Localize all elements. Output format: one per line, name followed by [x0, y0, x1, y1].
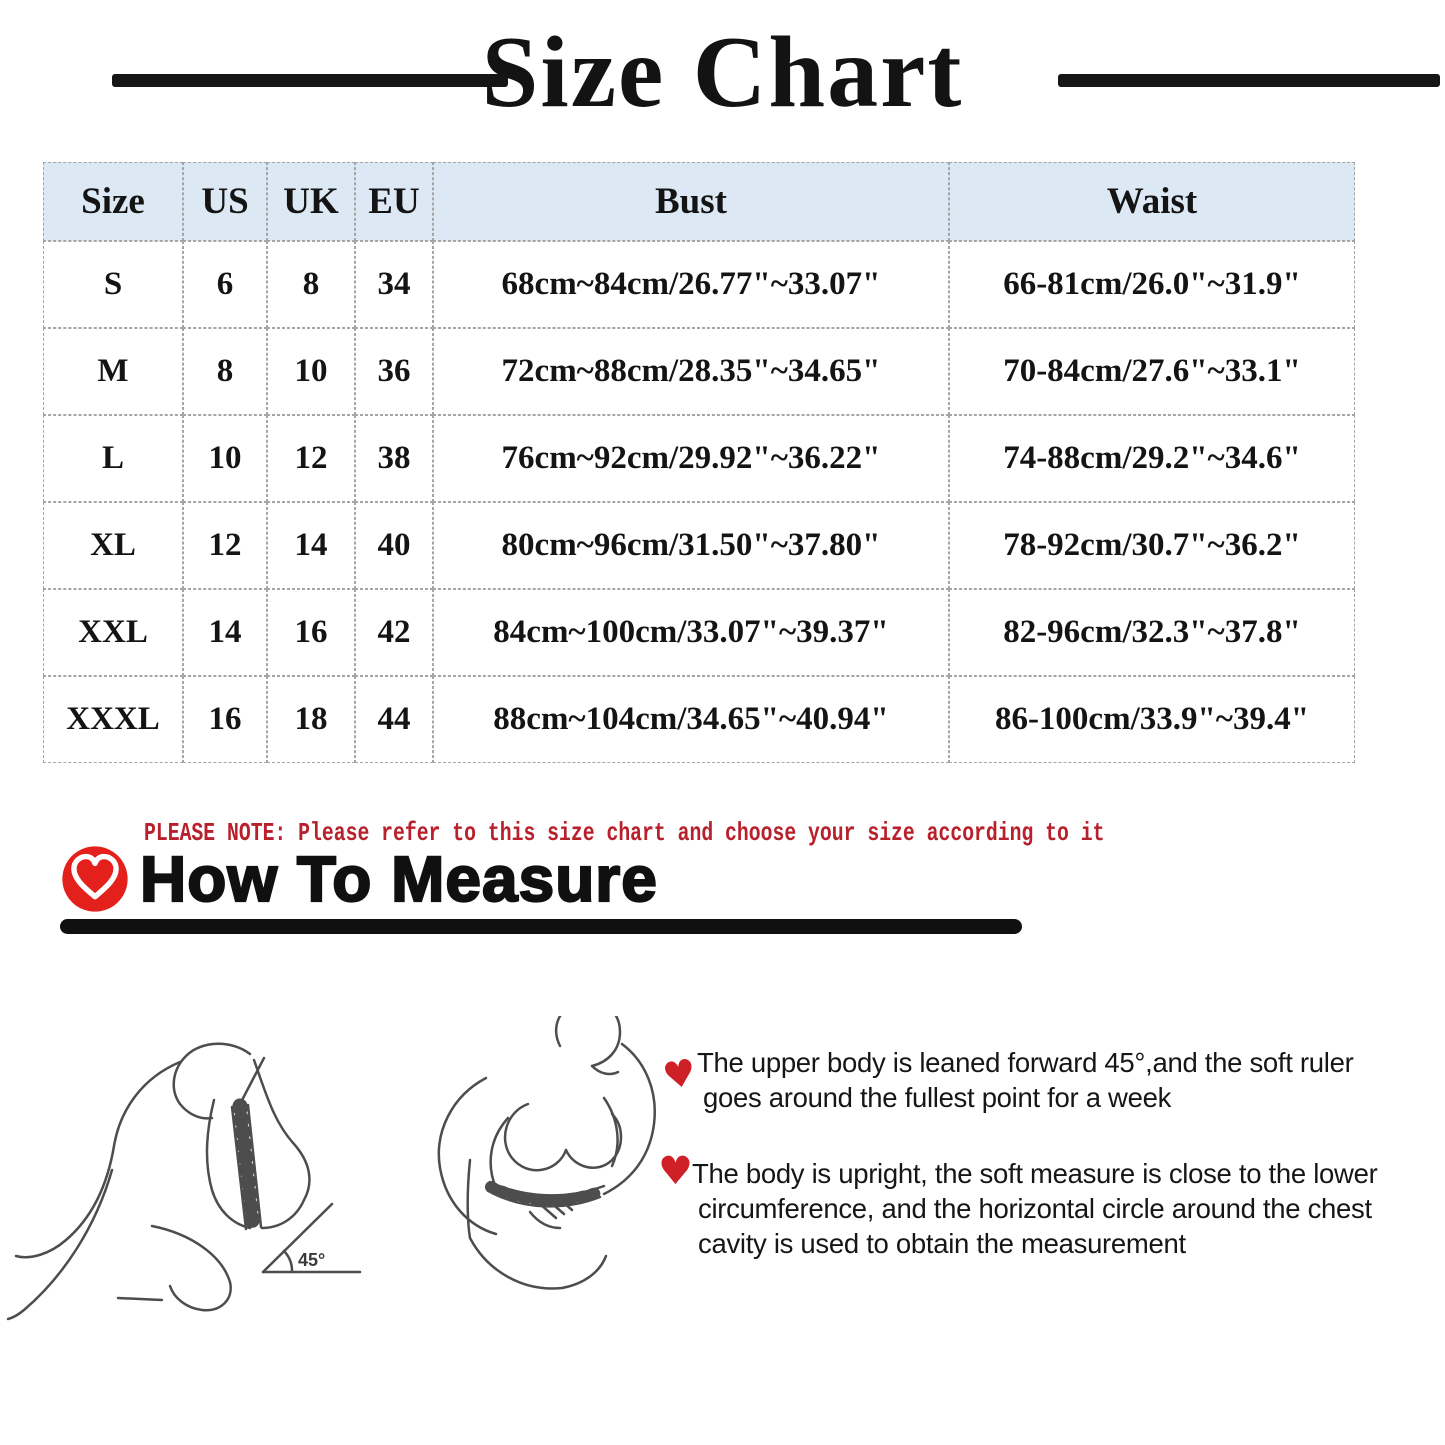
table-cell: 78-92cm/30.7"~36.2"	[949, 502, 1355, 589]
measure-bullet-2	[692, 1156, 1377, 1261]
measure-bullet-1	[697, 1045, 1353, 1115]
table-row	[43, 328, 1355, 415]
table-cell: 10	[267, 328, 355, 415]
how-to-measure-title: How To Measure	[140, 843, 658, 915]
table-cell: 68cm~84cm/26.77"~33.07"	[433, 241, 949, 328]
size-table-wrap	[43, 162, 1355, 763]
figure-lean-45-icon	[8, 1044, 309, 1319]
heart-in-circle-icon	[61, 845, 129, 913]
table-cell: 80cm~96cm/31.50"~37.80"	[433, 502, 949, 589]
column-header-waist: Waist	[949, 162, 1355, 241]
table-cell: XL	[43, 502, 183, 589]
table-cell: 76cm~92cm/29.92"~36.22"	[433, 415, 949, 502]
bullet-line: circumference, and the horizontal circle around the chest	[698, 1193, 1372, 1224]
page-title: Size Chart	[481, 16, 964, 129]
table-cell: 88cm~104cm/34.65"~40.94"	[433, 676, 949, 763]
table-cell: 36	[355, 328, 433, 415]
table-cell: 14	[183, 589, 267, 676]
column-header-us: US	[183, 162, 267, 241]
table-cell: 16	[267, 589, 355, 676]
table-cell: 38	[355, 415, 433, 502]
table-cell: 16	[183, 676, 267, 763]
measure-underline	[60, 919, 1022, 934]
table-cell: 42	[355, 589, 433, 676]
table-cell: 84cm~100cm/33.07"~39.37"	[433, 589, 949, 676]
table-row	[43, 502, 1355, 589]
table-cell: 70-84cm/27.6"~33.1"	[949, 328, 1355, 415]
table-cell: 86-100cm/33.9"~39.4"	[949, 676, 1355, 763]
heart-icon: ♥	[659, 1050, 700, 1099]
table-cell: 18	[267, 676, 355, 763]
please-note-text: PLEASE NOTE: Please refer to this size chart and choose your size according to it	[144, 818, 1105, 848]
title-rule-right	[1058, 74, 1440, 87]
column-header-eu: EU	[355, 162, 433, 241]
table-cell: 12	[183, 502, 267, 589]
table-row	[43, 589, 1355, 676]
table-cell: 66-81cm/26.0"~31.9"	[949, 241, 1355, 328]
bullet-line: The body is upright, the soft measure is close to the lower	[692, 1158, 1378, 1189]
table-cell: 34	[355, 241, 433, 328]
bullet-line: The upper body is leaned forward 45°,and the soft ruler	[697, 1047, 1354, 1078]
measure-illustration	[0, 1016, 660, 1361]
table-cell: M	[43, 328, 183, 415]
bullet-line: goes around the fullest point for a week	[703, 1082, 1172, 1113]
bullet-line: cavity is used to obtain the measurement	[698, 1228, 1186, 1259]
column-header-bust: Bust	[433, 162, 949, 241]
table-cell: 72cm~88cm/28.35"~34.65"	[433, 328, 949, 415]
table-cell: 8	[267, 241, 355, 328]
table-cell: XXXL	[43, 676, 183, 763]
header-row	[43, 162, 1355, 241]
table-row	[43, 676, 1355, 763]
table-cell: 12	[267, 415, 355, 502]
table-cell: 10	[183, 415, 267, 502]
table-cell: 6	[183, 241, 267, 328]
table-cell: L	[43, 415, 183, 502]
table-row	[43, 241, 1355, 328]
table-cell: 74-88cm/29.2"~34.6"	[949, 415, 1355, 502]
size-chart-table	[43, 162, 1355, 763]
table-cell: 40	[355, 502, 433, 589]
heart-icon: ♥	[658, 1149, 693, 1194]
figure-upright-icon	[439, 1016, 655, 1289]
column-header-uk: UK	[267, 162, 355, 241]
table-cell: XXL	[43, 589, 183, 676]
column-header-size: Size	[43, 162, 183, 241]
table-cell: 44	[355, 676, 433, 763]
table-cell: S	[43, 241, 183, 328]
angle-45-diagram	[263, 1204, 360, 1272]
table-row	[43, 415, 1355, 502]
table-cell: 14	[267, 502, 355, 589]
table-cell: 82-96cm/32.3"~37.8"	[949, 589, 1355, 676]
angle-label: 45°	[298, 1250, 326, 1270]
table-cell: 8	[183, 328, 267, 415]
